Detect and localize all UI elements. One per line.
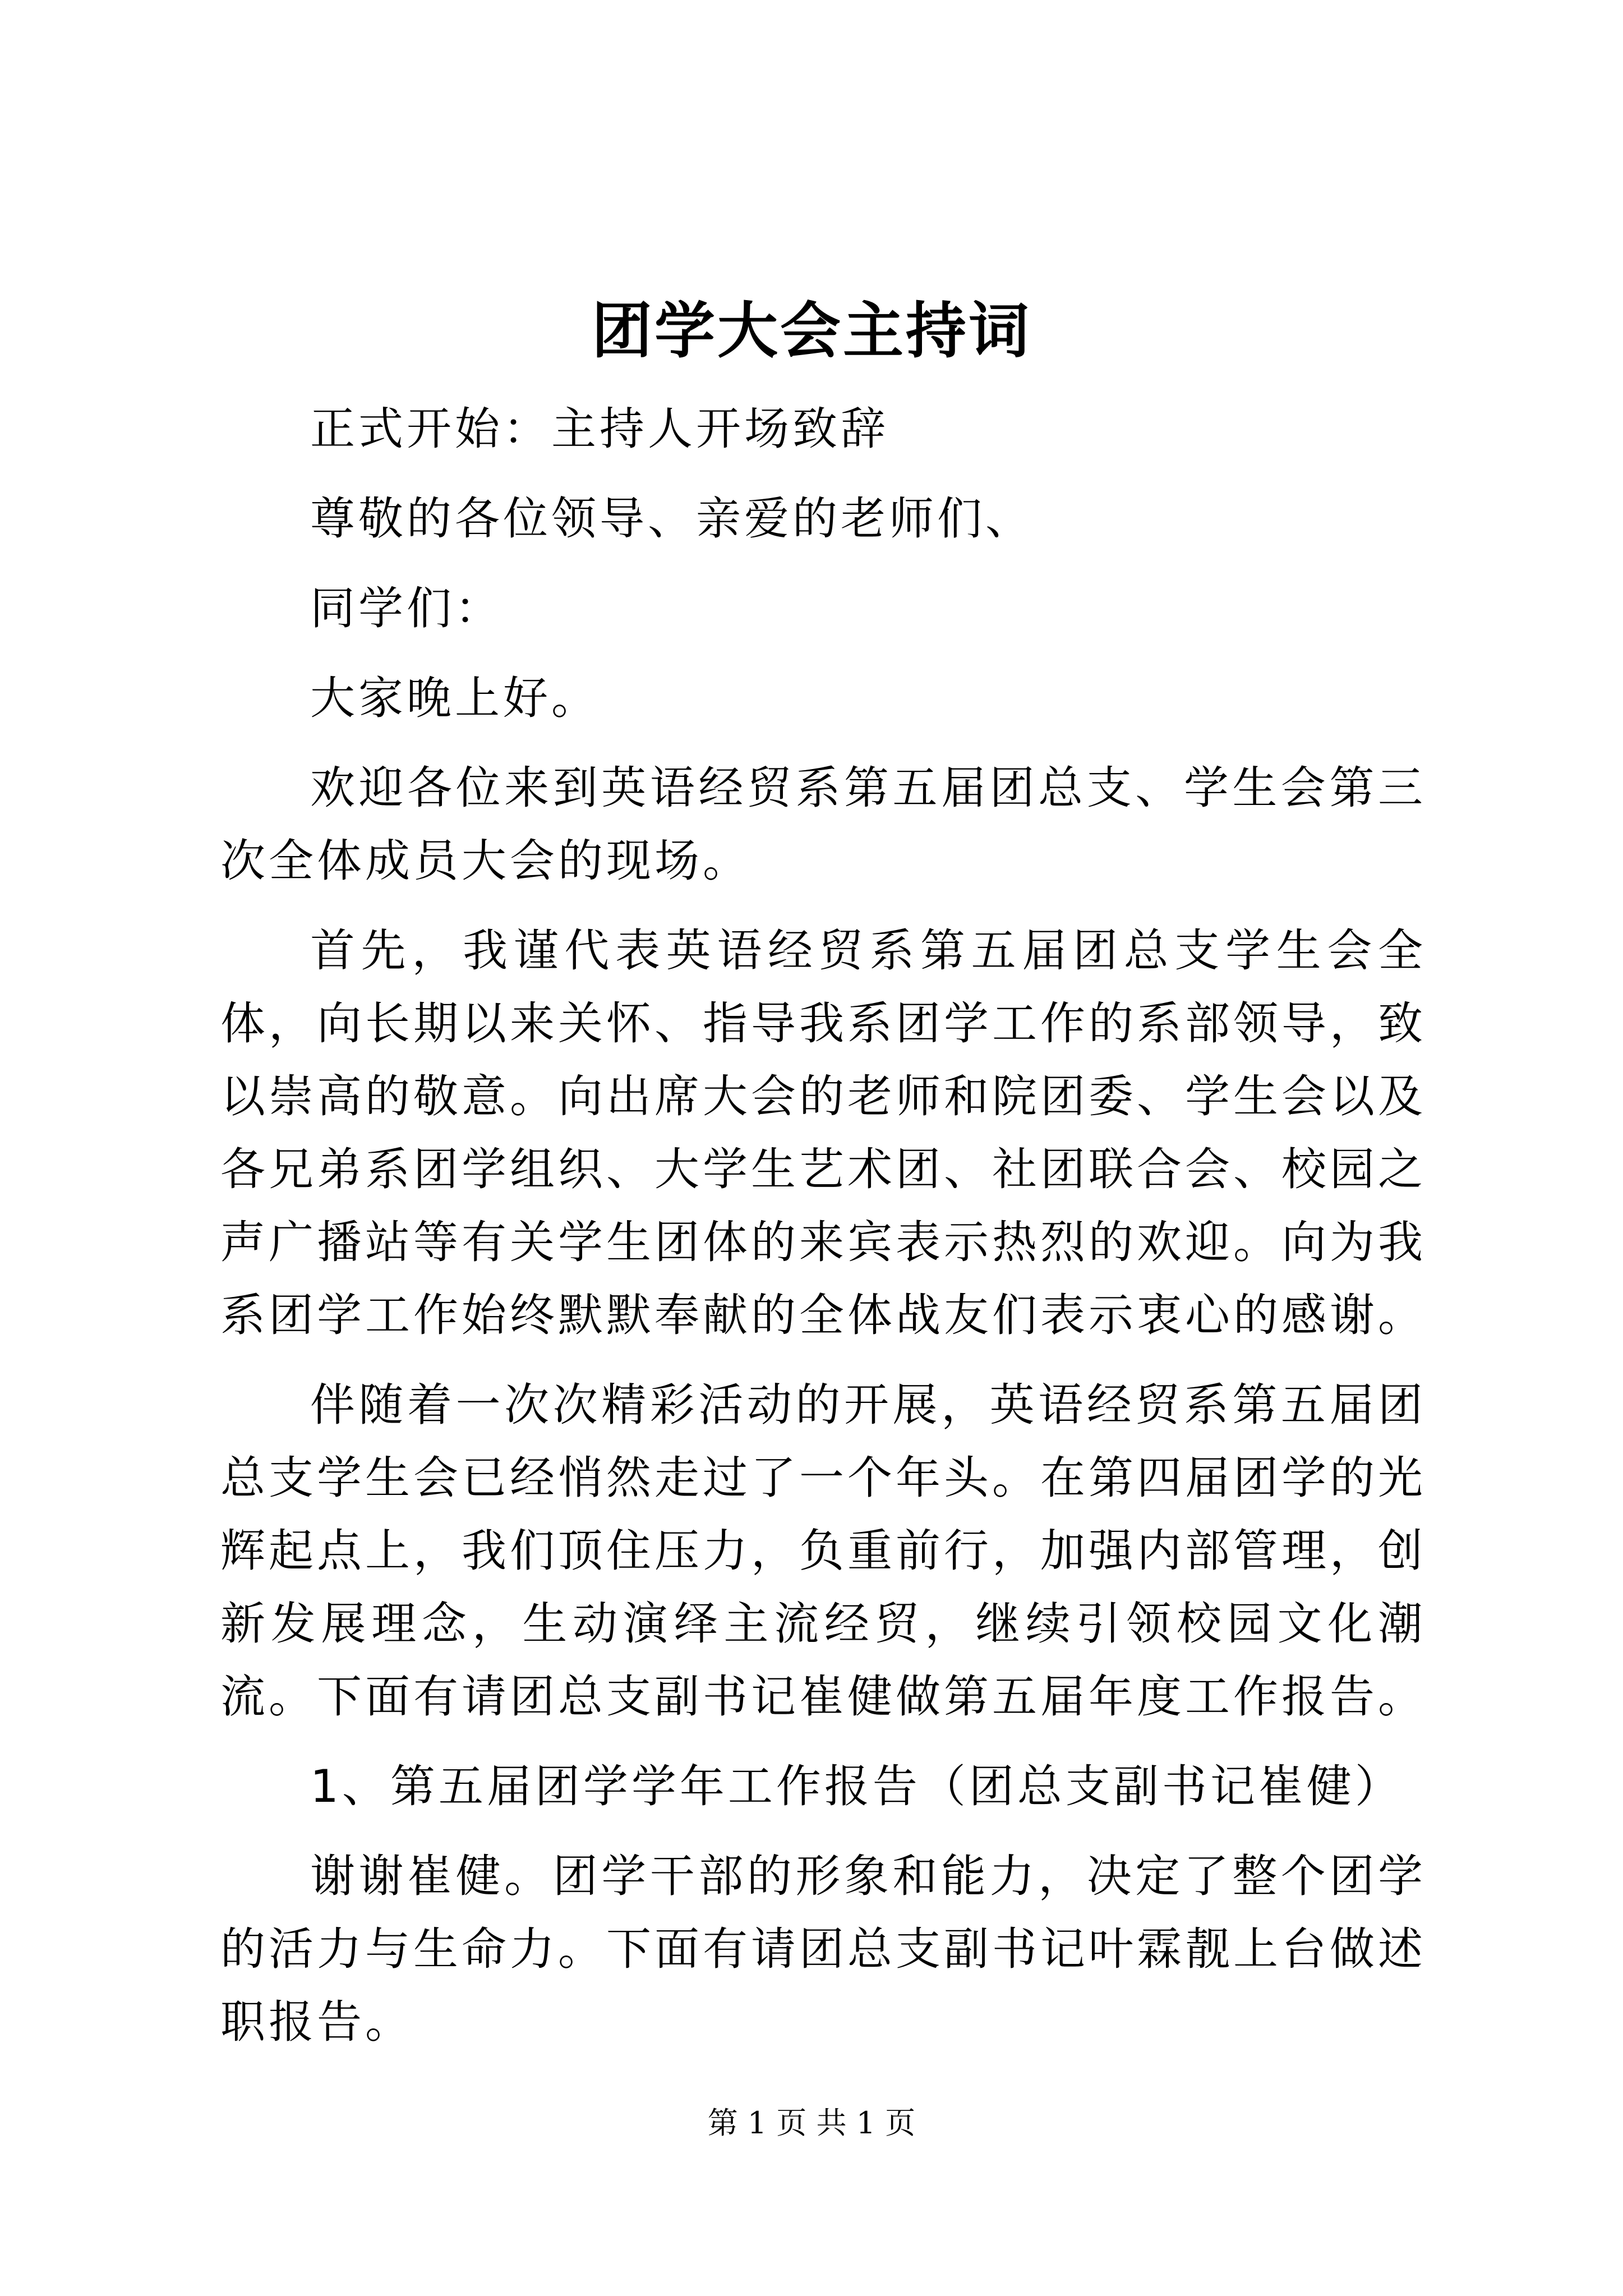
paragraph-review: 伴随着一次次精彩活动的开展，英语经贸系第五届团总支学生会已经悄然走过了一个年头。在第四届团学的光辉起点上，我们顶住压力，负重前行，加强内部管理，创新发展理念，生动演绎主流经贸，继续引领校园文化潮流。下面有请团总支副书记崔健做第五届年度工作报告。 [220,1379,1426,1723]
paragraph-thanks: 首先，我谨代表英语经贸系第五届团总支学生会全体，向长期以来关怀、指导我系团学工作的系部领导，致以崇高的敬意。向出席大会的老师和院团委、学生会以及各兄弟系团学组织、大学生艺术团、社团联合会、校园之声广播站等有关学生团体的来宾表示热烈的欢迎。向为我系团学工作始终默默奉献的全体战友们表示衷心的感谢。 [220,924,1426,1341]
paragraph-salutation: 尊敬的各位领导、亲爱的老师们、 [310,493,1034,545]
paragraph-salutation-students: 同学们： [310,582,503,634]
page-footer: 第 1 页 共 1 页 [707,2105,916,2141]
paragraph-opening: 正式开始：主持人开场致辞 [310,403,889,455]
paragraph-transition: 谢谢崔健。团学干部的形象和能力，决定了整个团学的活力与生命力。下面有请团总支副书记叶霖靓上台做述职报告。 [220,1850,1426,2048]
paragraph-welcome: 欢迎各位来到英语经贸系第五届团总支、学生会第三次全体成员大会的现场。 [220,762,1426,887]
document-title: 团学大会主持词 [591,296,1031,366]
paragraph-agenda-item: 1、第五届团学学年工作报告（团总支副书记崔健） [310,1760,1403,1812]
document-body [220,393,1426,2076]
paragraph-greeting: 大家晚上好。 [310,672,600,724]
